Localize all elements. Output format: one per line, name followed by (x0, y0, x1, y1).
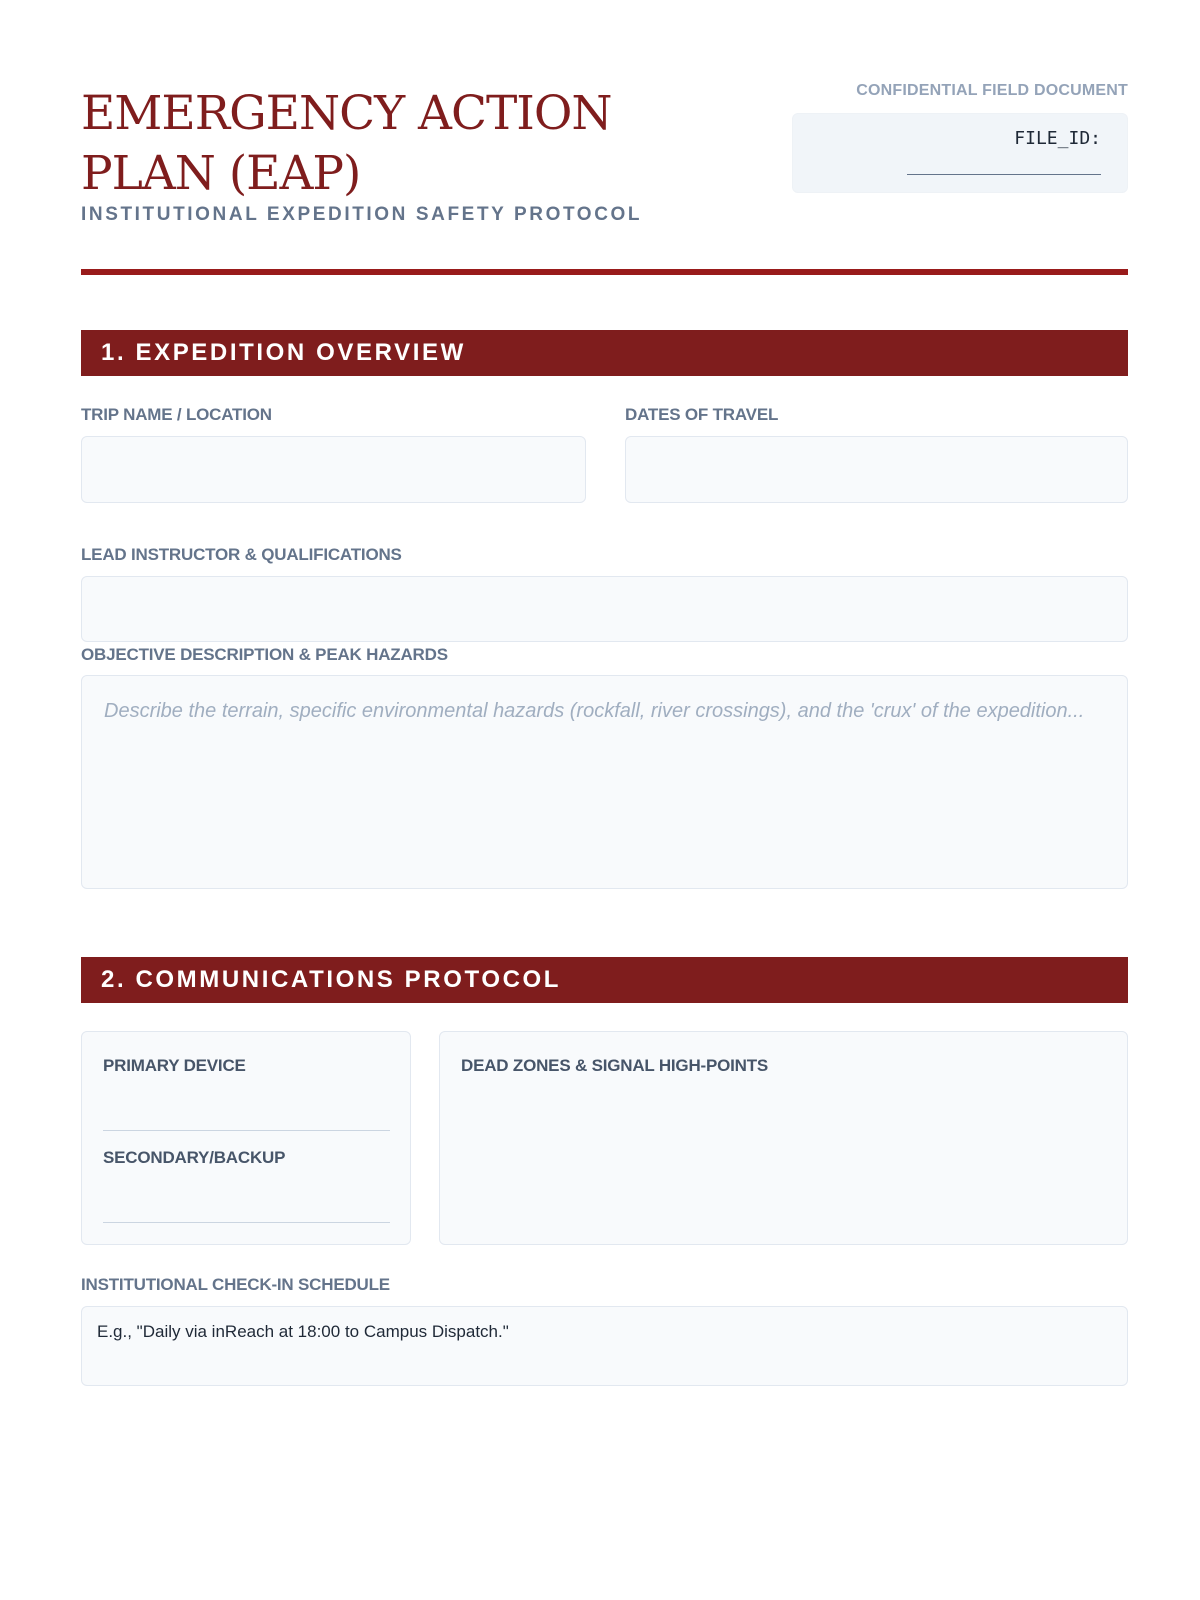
trip-name-label: TRIP NAME / LOCATION (81, 405, 272, 424)
dates-of-travel-label: DATES OF TRAVEL (625, 405, 779, 424)
eap-document (81, 0, 1128, 1341)
dead-zones-field[interactable] (439, 1031, 1128, 1245)
check-in-schedule-field[interactable] (81, 1306, 1128, 1386)
primary-device-label: PRIMARY DEVICE (103, 1056, 246, 1075)
dates-of-travel-field[interactable] (625, 436, 1128, 503)
device-card (81, 1031, 411, 1245)
lead-instructor-label: LEAD INSTRUCTOR & QUALIFICATIONS (81, 545, 402, 564)
lead-instructor-field[interactable] (81, 576, 1128, 642)
primary-device-input-line[interactable] (103, 1130, 390, 1131)
check-in-schedule-label: INSTITUTIONAL CHECK-IN SCHEDULE (81, 1275, 390, 1294)
trip-name-field[interactable] (81, 436, 586, 503)
header-divider (81, 269, 1128, 275)
check-in-schedule-value: E.g., "Daily via inReach at 18:00 to Campus Dispatch." (97, 1322, 509, 1341)
objective-description-label: OBJECTIVE DESCRIPTION & PEAK HAZARDS (81, 645, 448, 664)
secondary-backup-input-line[interactable] (103, 1222, 390, 1223)
dead-zones-label: DEAD ZONES & SIGNAL HIGH-POINTS (461, 1056, 769, 1075)
file-id-label: FILE_ID: (1014, 128, 1101, 149)
page-title: EMERGENCY ACTION PLAN (EAP) (81, 86, 612, 201)
secondary-backup-label: SECONDARY/BACKUP (103, 1148, 286, 1167)
file-id-box[interactable] (792, 113, 1128, 193)
document-header (81, 0, 1128, 280)
objective-description-textarea[interactable] (81, 675, 1128, 889)
page-subtitle: INSTITUTIONAL EXPEDITION SAFETY PROTOCOL (81, 204, 643, 225)
section-heading-expedition-overview: 1. EXPEDITION OVERVIEW (81, 330, 1128, 376)
file-id-underline (907, 174, 1101, 175)
section-heading-communications-protocol: 2. COMMUNICATIONS PROTOCOL (81, 957, 1128, 1003)
confidential-label: CONFIDENTIAL FIELD DOCUMENT (856, 82, 1128, 99)
objective-placeholder: Describe the terrain, specific environmental hazards (rockfall, river crossings), and the 'crux' of the expedition... (104, 700, 1085, 722)
